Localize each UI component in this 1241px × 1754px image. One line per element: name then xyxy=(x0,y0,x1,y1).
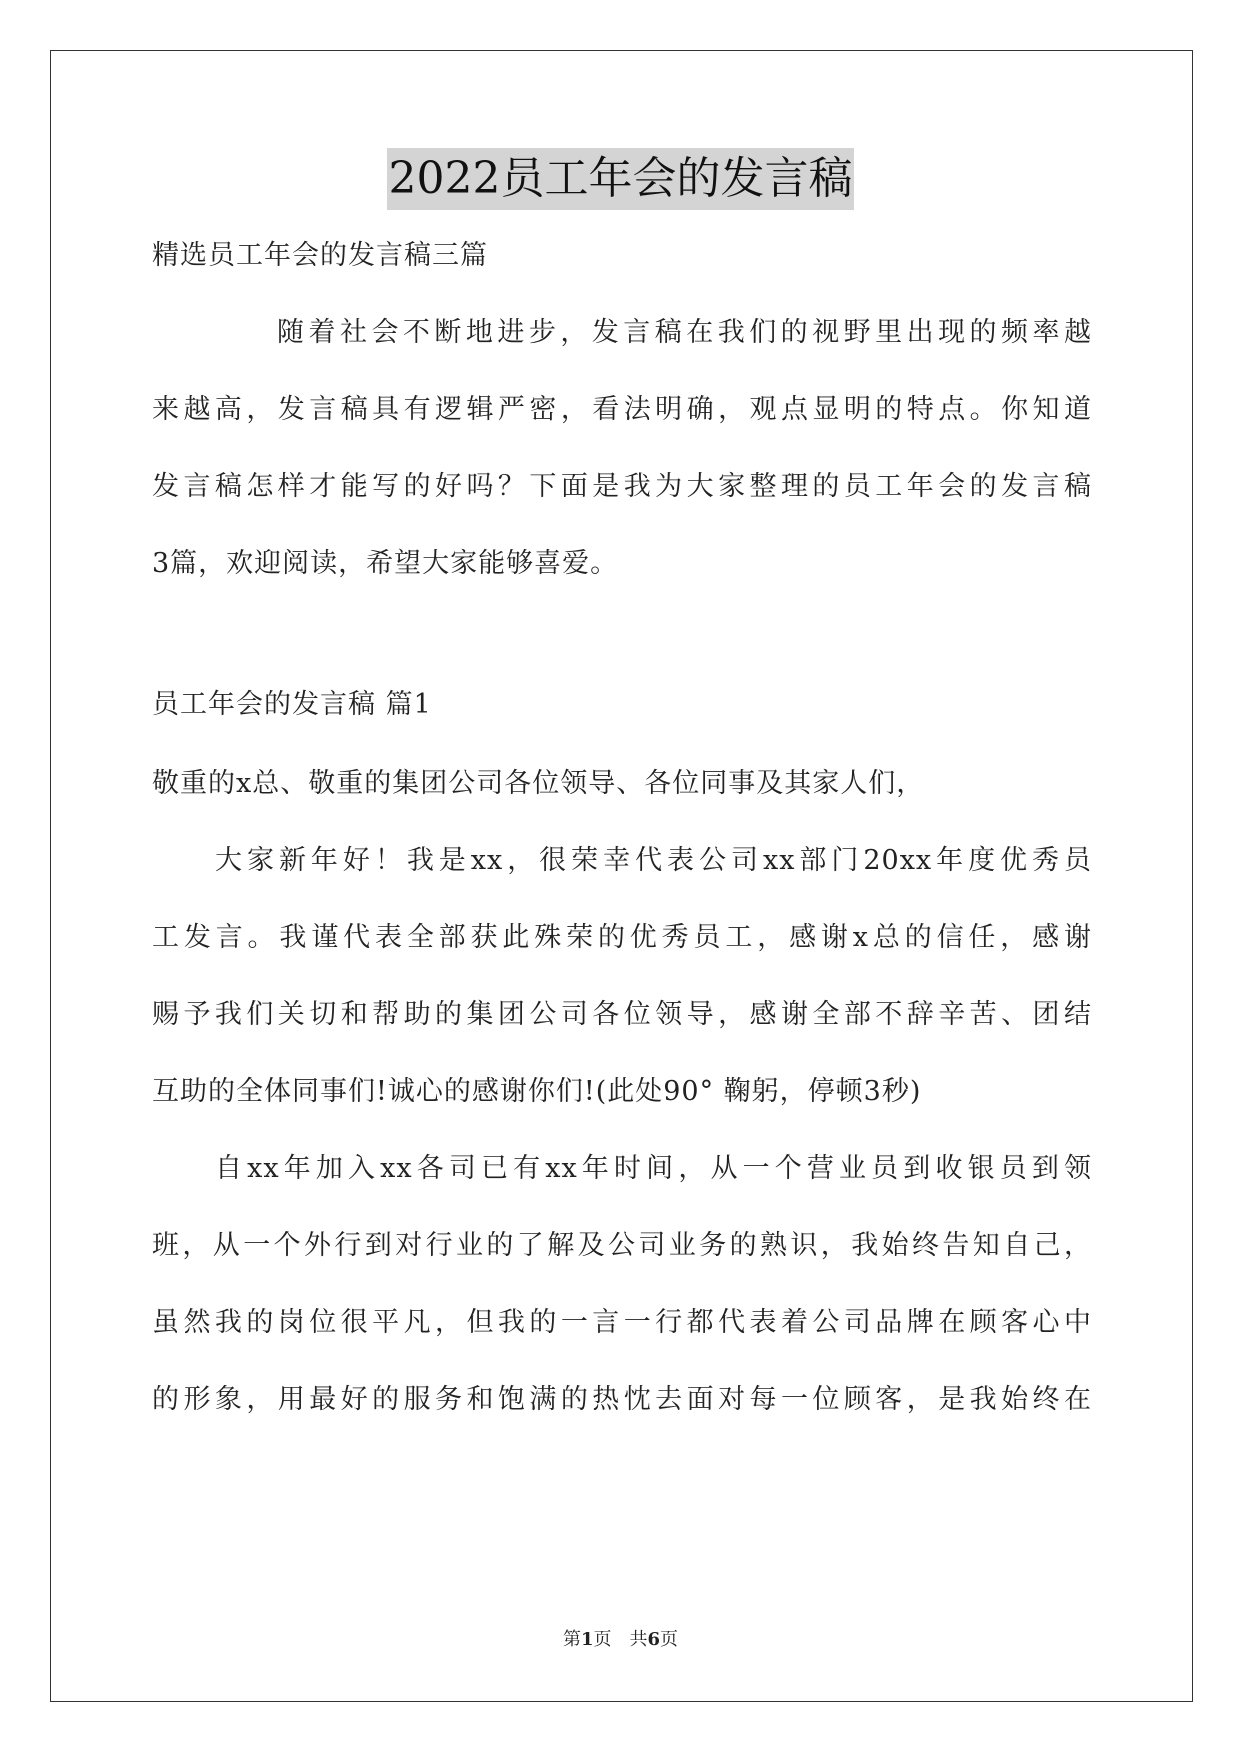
body-line-8: 虽然我的岗位很平凡，但我的一言一行都代表着公司品牌在顾客心中 xyxy=(152,1307,1092,1338)
title-container xyxy=(0,148,1241,210)
body-line-6: 自xx年加入xx各司已有xx年时间，从一个营业员到收银员到领 xyxy=(215,1153,1092,1184)
body-line-5: 互助的全体同事们!诚心的感谢你们!(此处90° 鞠躬，停顿3秒) xyxy=(152,1076,922,1107)
body-line-4: 赐予我们关切和帮助的集团公司各位领导，感谢全部不辞辛苦、团结 xyxy=(152,999,1092,1030)
footer-page-suffix: 页 xyxy=(660,1629,679,1650)
body-line-7: 班，从一个外行到对行业的了解及公司业务的熟识，我始终告知自己， xyxy=(152,1230,1092,1261)
intro-line-2: 来越高，发言稿具有逻辑严密，看法明确，观点显明的特点。你知道 xyxy=(152,394,1092,425)
body-line-1: 敬重的x总、敬重的集团公司各位领导、各位同事及其家人们， xyxy=(152,768,925,799)
footer-page-total: 6 xyxy=(647,1629,661,1650)
body-line-3: 工发言。我谨代表全部获此殊荣的优秀员工，感谢x总的信任，感谢 xyxy=(152,922,1092,953)
body-line-9: 的形象，用最好的服务和饱满的热忱去面对每一位顾客，是我始终在 xyxy=(152,1384,1092,1415)
body-line-2: 大家新年好！我是xx，很荣幸代表公司xx部门20xx年度优秀员 xyxy=(215,845,1092,876)
intro-line-3: 发言稿怎样才能写的好吗？下面是我为大家整理的员工年会的发言稿 xyxy=(152,471,1092,502)
document-title: 2022员工年会的发言稿 xyxy=(387,148,855,210)
document-subtitle: 精选员工年会的发言稿三篇 xyxy=(152,240,488,271)
footer-page-current: 1 xyxy=(580,1629,594,1650)
footer-page-prefix: 第 xyxy=(562,1629,581,1650)
intro-line-4: 3篇，欢迎阅读，希望大家能够喜爱。 xyxy=(152,548,619,579)
section-heading: 员工年会的发言稿 篇1 xyxy=(152,689,432,720)
footer-page-mid: 页 共 xyxy=(593,1629,648,1650)
page-footer xyxy=(0,1628,1241,1652)
intro-line-1: 随着社会不断地进步，发言稿在我们的视野里出现的频率越 xyxy=(277,317,1092,348)
